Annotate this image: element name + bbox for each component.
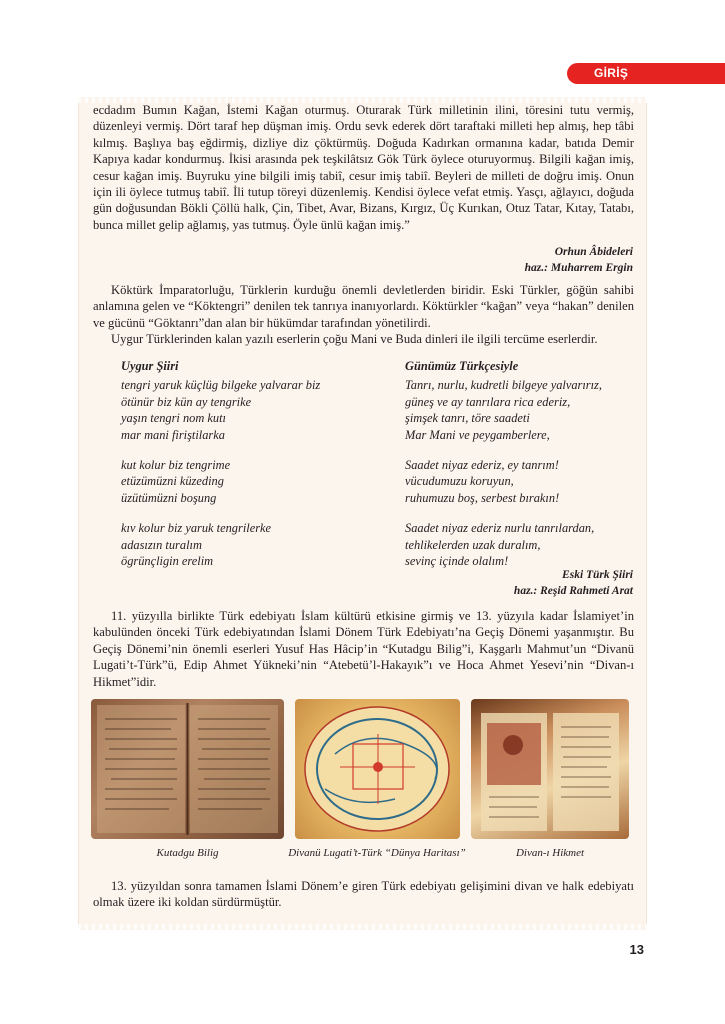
dunya-haritasi-image (295, 699, 460, 839)
poem-line: ruhumuzu boş, serbest bırakın! (405, 490, 560, 505)
caption-dunya-haritasi: Divanü Lugati’t-Türk “Dünya Haritası” (288, 847, 466, 859)
poem-line: Saadet niyaz ederiz nurlu tanrılardan, (405, 521, 595, 536)
poem-line: kut kolur biz tengrime (121, 458, 231, 473)
poem-line: mar mani firiştilarka (121, 427, 225, 442)
poem-line: tengri yaruk küçlüg bilgeke yalvarar biz (121, 378, 321, 393)
poem-left-title: Uygur Şiiri (121, 359, 179, 373)
poem-uygur-column (121, 358, 391, 583)
caption-divan-i-hikmet: Divan-ı Hikmet (515, 847, 585, 859)
paragraph-uygur: Uygur Türklerinden kalan yazılı eserlerin çoğu Mani ve Buda dinleri ile ilgili tercüme eserlerdir. (111, 332, 598, 346)
poem-right-stanza-1 (405, 377, 645, 443)
section-tab (567, 63, 725, 84)
poem-line: ötünür biz kün ay tengrike (121, 394, 252, 409)
citation-source-eski-turk: Eski Türk Şiiri (562, 569, 633, 581)
citation-source-orhun: Orhun Âbideleri (554, 246, 633, 258)
poem-line: Tanrı, nurlu, kudretli bilgeye yalvarırız, (405, 378, 602, 393)
page-number: 13 (629, 942, 644, 957)
poem-line: etüzümüzni küzeding (121, 474, 224, 489)
paragraph-gecis-donemi: 11. yüzyılla birlikte Türk edebiyatı İslam kültürü etkisine girmiş ve 13. yüzyıla kadar İslamiyet’in kabulünden önceki Türk edebiyatından İslami Dönem Türk Edebiyatı’na Geçiş Dönemi yaşanmıştır. Bu Geçiş Dönemi’nin önemli eserleri Yusuf Has Hâcip’in “Kutadgu Bilig”i, Kaşgarlı Mahmut’un “Divanü Lugati’t-Türk”ü, Edip Ahmet Yükneki’nin “Atebetü’l-Hakayık”ı ve Hoca Ahmet Yesevi’nin “Divan-ı Hikmet”idir. (93, 609, 634, 689)
poem-right-stanza-3 (405, 520, 645, 569)
poem-line: vücudumuzu koruyun, (405, 474, 514, 489)
paragraph-kokturk: Köktürk İmparatorluğu, Türklerin kurduğu önemli devletlerden biridir. Eski Türkler, göğün sahibi anlamına gelen ve “Köktengri” denilen tek tanrıya inanıyorlardı. Köktürkler “kağan” veya “hakan” denilen ve gücünü “Göktanrı”dan alan bir hükümdar tarafından yönetilirdi. (93, 283, 634, 330)
poem-left-stanza-3 (121, 520, 391, 569)
poem-line: üzütümüzni boşung (121, 490, 217, 505)
poem-line: sevinç içinde olalım! (405, 554, 509, 569)
section-tab-label: GİRİŞ (594, 66, 629, 80)
poem-left-stanza-2 (121, 457, 391, 506)
divan-i-hikmet-image (471, 699, 629, 839)
caption-kutadgu-bilig: Kutadgu Bilig (156, 847, 219, 859)
poem-right-stanza-2 (405, 457, 645, 506)
poem-line: kıv kolur biz yaruk tengrilerke (121, 521, 272, 536)
poem-line: Saadet niyaz ederiz, ey tanrım! (405, 458, 559, 473)
poem-right-title: Günümüz Türkçesiyle (405, 359, 519, 373)
poem-line: adasızın turalım (121, 537, 202, 552)
panel-bottom-edge (78, 924, 647, 930)
poem-line: şimşek tanrı, töre saadeti (405, 411, 530, 426)
poem-line: ögrünçligin erelim (121, 554, 214, 569)
kutadgu-bilig-image (91, 699, 284, 839)
poem-left-stanza-1 (121, 377, 391, 443)
paragraph-orhun-quote: ecdadım Bumın Kağan, İstemi Kağan oturmuş. Oturarak Türk milletinin ilini, töresini tutu vermiş, düzenleyi vermiş. Dört taraf hep düşman imiş. Ordu sevk ederek dört taraftaki milleti hep almış, hep tâbi kılmış. Başlıya baş eğdirmiş, dizliye diz çöktürmüş. Doğuda Kadırkan ormanına kadar, batıda Demir Kapıya kadar kondurmuş. İkisi arasında pek teşkilâtsız Gök Türk öylece oturuyormuş. Bilgili kağan imiş, cesur kağan imiş. Buyruku yine bilgili imiş tabiî, cesur imiş tabiî. Beyleri de milleti de doğru imiş. Onun için ili öylece tutmuş tabiî. İli tutup töreyi düzenlemiş. Kendisi öylece vefat etmiş. Yasçı, ağlayıcı, doğuda gün doğusundan Bökli Çöllü halk, Çin, Tibet, Avar, Bizans, Kırgız, Üç Kurıkan, Otuz Tatar, Kıtay, Tatabı, bunca millet gelip ağlamış, yas tutmuş. Öyle ünlü kağan imiş.” (93, 103, 634, 232)
poem-modern-column (405, 358, 645, 583)
paragraph-islami-donem: 13. yüzyıldan sonra tamamen İslami Dönem’e giren Türk edebiyatı gelişimini divan ve halk edebiyatı olmak üzere iki koldan sürdürmüştür. (93, 879, 634, 910)
poem-line: yaşın tengri nom kutı (121, 411, 226, 426)
poem-line: Mar Mani ve peygamberlere, (405, 427, 550, 442)
poem-line: tehlikelerden uzak duralım, (405, 537, 541, 552)
citation-editor-arat: haz.: Reşid Rahmeti Arat (513, 585, 633, 597)
citation-editor-ergin: haz.: Muharrem Ergin (524, 262, 633, 274)
poem-line: güneş ve ay tanrılara rica ederiz, (405, 394, 571, 409)
